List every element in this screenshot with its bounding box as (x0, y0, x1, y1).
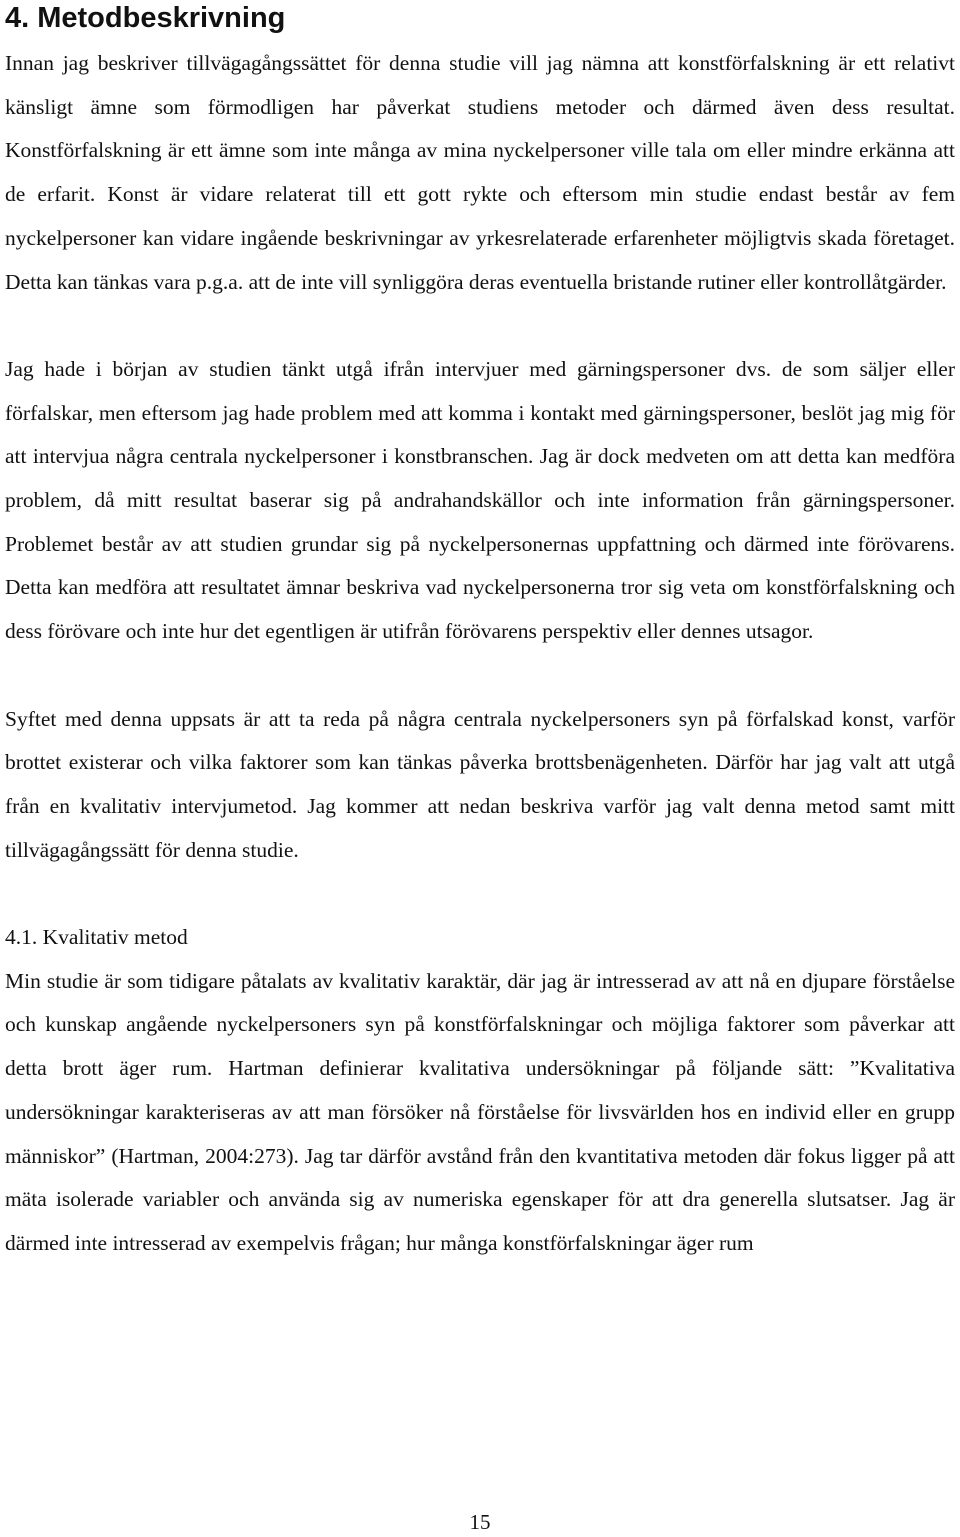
paragraph-intro-1: Innan jag beskriver tillvägagångssättet för denna studie vill jag nämna att konstförfalskning är ett relativt känsligt ämne som förmodligen har påverkat studiens metoder och därmed även dess resultat. Konstförfalskning är ett ämne som inte många av mina nyckelpersoner ville tala om eller mindre erkänna att de erfarit. Konst är vidare relaterat till ett gott rykte och eftersom min studie endast består av fem nyckelpersoner kan vidare ingående beskrivningar av yrkesrelaterade erfarenheter möjligtvis skada företaget. Detta kan tänkas vara p.g.a. att de inte vill synliggöra deras eventuella bristande rutiner eller kontrollåtgärder. (5, 51, 955, 294)
document-page (5, 0, 955, 1266)
section-title: 4.1. Kvalitativ metod (5, 925, 188, 950)
paragraph-section: Min studie är som tidigare påtalats av kvalitativ karaktär, där jag är intresserad av att nå en djupare förståelse och kunskap angående nyckelpersoners syn på konstförfalskningar och möjliga faktorer som påverkar att detta brott äger rum. Hartman definierar kvalitativa undersökningar på följande sätt: ”Kvalitativa undersökningar karakteriseras av att man försöker nå förståelse för livsvärlden hos en individ eller en grupp människor” (Hartman, 2004:273). Jag tar därför avstånd från den kvantitativa metoden där fokus ligger på att mäta isolerade variabler och använda sig av numeriska egenskaper för att dra generella slutsatser. Jag är därmed inte intresserad av exempelvis frågan; hur många konstförfalskningar äger rum (5, 968, 955, 1255)
paragraph-spacer (5, 872, 955, 916)
paragraph-spacer (5, 654, 955, 698)
paragraph-spacer (5, 304, 955, 348)
paragraph-intro-2: Jag hade i början av studien tänkt utgå ifrån intervjuer med gärningspersoner dvs. de som säljer eller förfalskar, men eftersom jag hade problem med att komma i kontakt med gärningspersoner, beslöt jag mig för att intervjua några centrala nyckelpersoner i konstbranschen. Jag är dock medveten om att detta kan medföra problem, då mitt resultat baserar sig på andrahandskällor och inte information från gärningspersoner. Problemet består av att studien grundar sig på nyckelpersonernas uppfattning och därmed inte förövarens. Detta kan medföra att resultatet ämnar beskriva vad nyckelpersonerna tror sig veta om konstförfalskning och dess förövare och inte hur det egentligen är utifrån förövarens perspektiv eller dennes utsagor. (5, 356, 955, 644)
chapter-title: 4. Metodbeskrivning (5, 2, 286, 34)
paragraph-intro-3: Syftet med denna uppsats är att ta reda på några centrala nyckelpersoners syn på förfalskad konst, varför brottet existerar och vilka faktorer som kan tänkas påverka brottsbenägenheten. Därför har jag valt att utgå från en kvalitativ intervjumetod. Jag kommer att nedan beskriva varför jag valt denna metod samt mitt tillvägagångssätt för denna studie. (5, 706, 955, 862)
page-number: 15 (469, 1510, 491, 1534)
